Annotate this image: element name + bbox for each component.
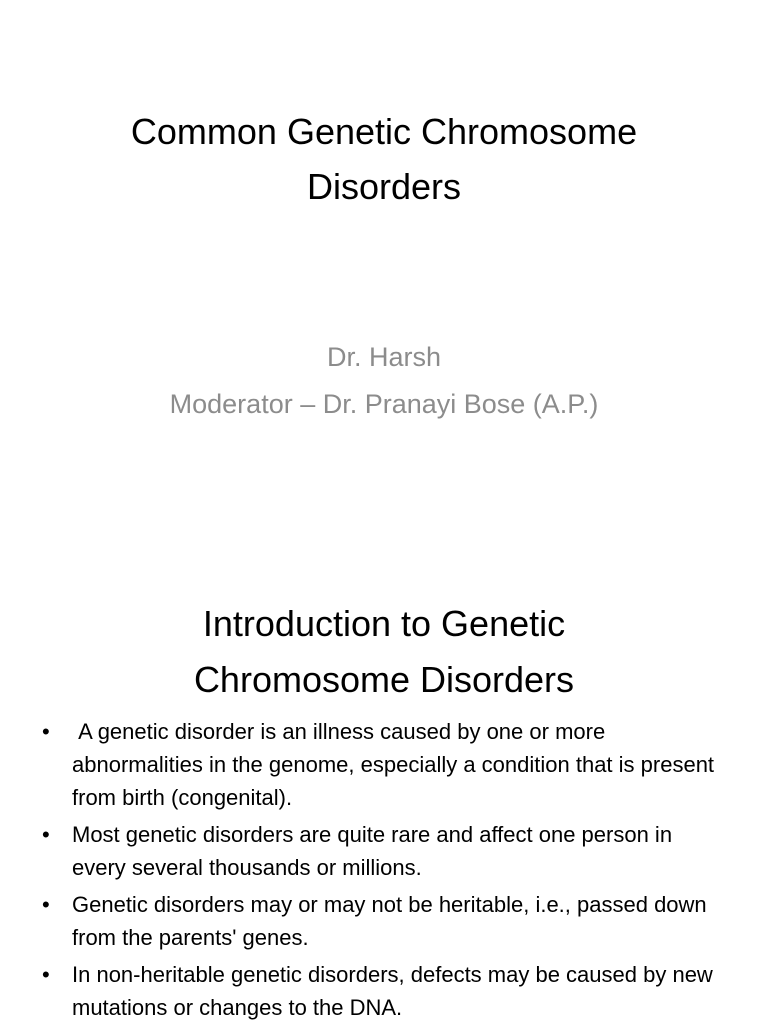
slide-title-line: Chromosome Disorders — [193, 659, 575, 700]
moderator-name: Moderator – Dr. Pranayi Bose (A.P.) — [169, 389, 599, 419]
slide-title-line: Introduction to Genetic — [202, 603, 566, 644]
slide-subtitle — [60, 334, 708, 428]
bullet-list — [38, 715, 728, 1028]
bullet-text: Genetic disorders may or may not be heritable, i.e., passed down from the parents' genes. — [72, 892, 707, 950]
slide-title — [60, 596, 708, 708]
bullet-text: In non-heritable genetic disorders, defects may be caused by new mutations or changes to the DNA. — [72, 962, 713, 1020]
bullet-dot: • — [42, 962, 50, 987]
bullet-item — [38, 715, 728, 814]
bullet-text: A genetic disorder is an illness caused by one or more abnormalities in the genome, especially a condition that is present from birth (congenital). — [72, 719, 721, 810]
slide-title — [60, 104, 708, 214]
bullet-dot: • — [42, 719, 50, 744]
bullet-item — [38, 888, 728, 954]
bullet-item — [38, 818, 728, 884]
slide-title-line: Disorders — [306, 166, 462, 207]
bullet-text: Most genetic disorders are quite rare and affect one person in every several thousands or millions. — [72, 822, 673, 880]
introduction-slide — [0, 576, 768, 1024]
presenter-name: Dr. Harsh — [326, 342, 442, 372]
bullet-dot: • — [42, 892, 50, 917]
bullet-item — [38, 958, 728, 1024]
bullet-dot: • — [42, 822, 50, 847]
slide-title-line: Common Genetic Chromosome — [130, 111, 638, 152]
